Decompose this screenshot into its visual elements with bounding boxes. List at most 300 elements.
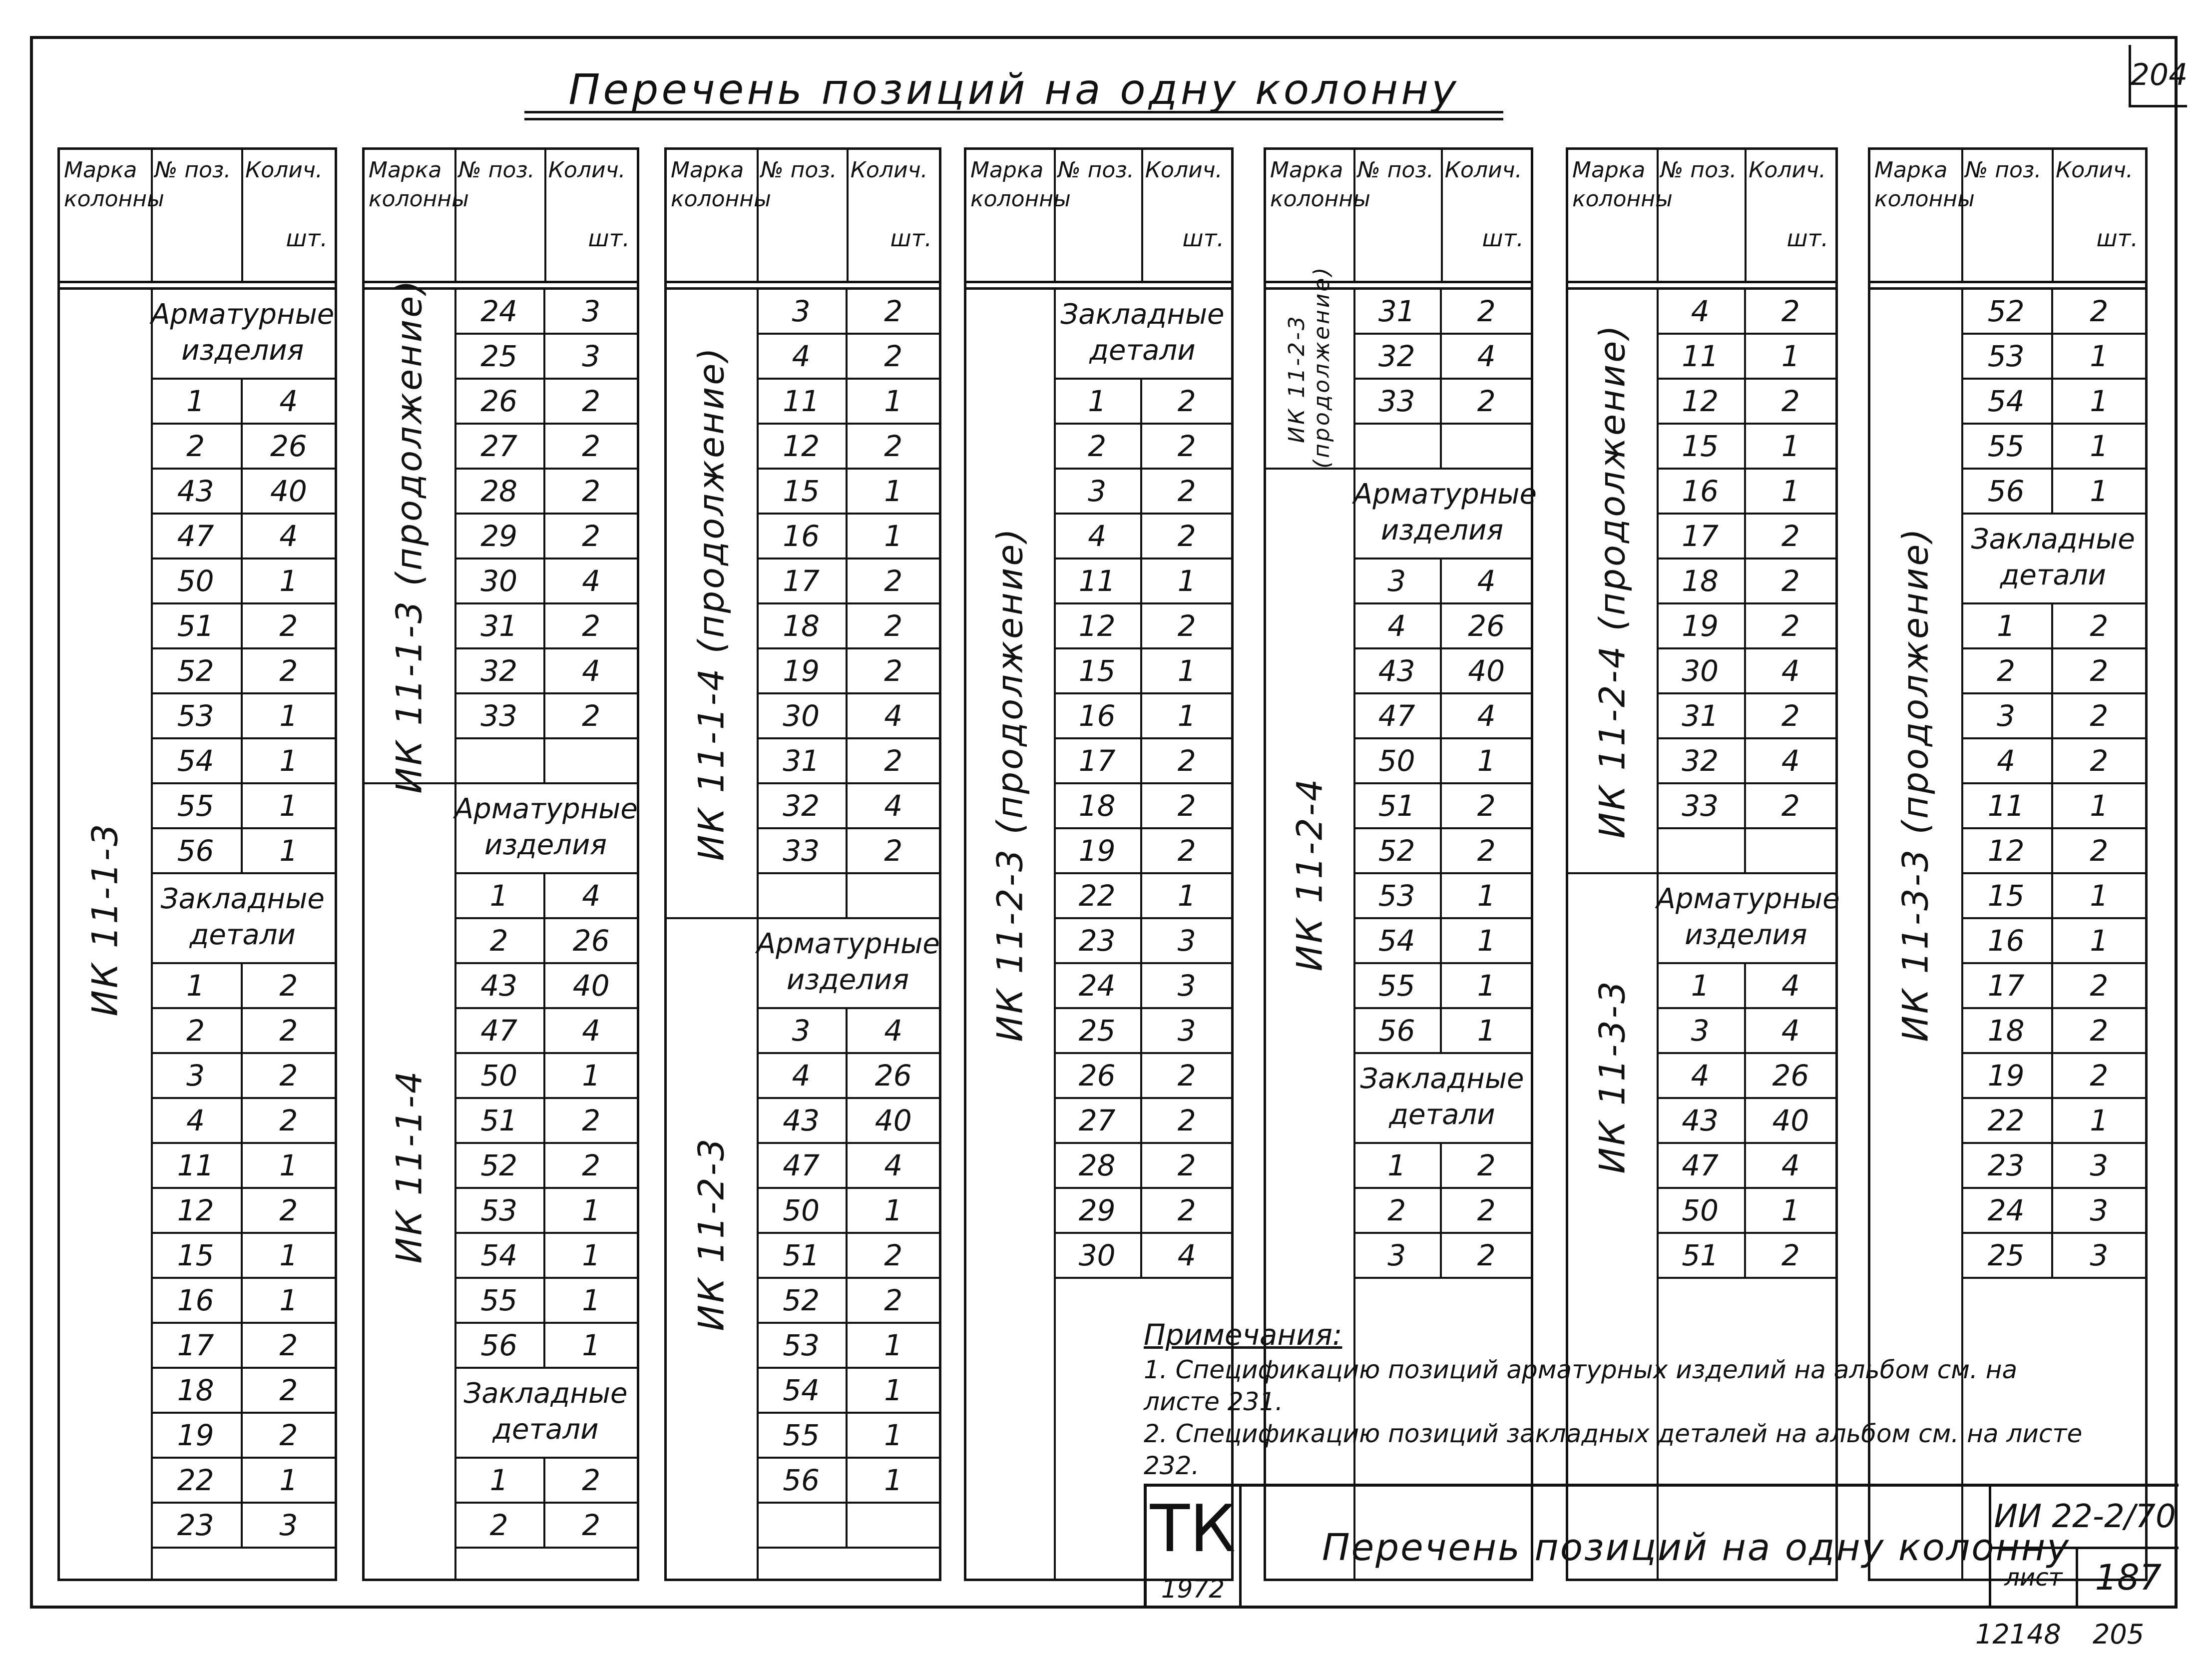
table-row	[1054, 559, 1231, 604]
table-row	[1657, 1009, 1835, 1054]
position-number: 43	[1657, 1099, 1746, 1142]
table-row	[757, 1504, 939, 1549]
table-row	[1657, 1054, 1835, 1099]
header-separator	[1568, 281, 1835, 290]
position-number: 15	[1961, 874, 2053, 917]
position-number: 11	[1054, 559, 1143, 602]
table-row	[1961, 380, 2146, 425]
quantity: 1	[884, 1193, 903, 1227]
quantity: 3	[1177, 924, 1196, 958]
position-number: 22	[1961, 1099, 2053, 1142]
header-pos: № поз.	[458, 157, 535, 183]
table-header	[667, 150, 939, 281]
position-number: 16	[1961, 919, 2053, 962]
table-row	[1353, 1144, 1531, 1189]
position-number: 29	[1054, 1189, 1143, 1232]
table-row	[1353, 559, 1531, 604]
quantity: 1	[884, 519, 903, 553]
table-row	[757, 1189, 939, 1234]
quantity: 26	[270, 429, 307, 463]
table-row	[1054, 739, 1231, 784]
table-row	[454, 964, 637, 1009]
stamp-code: ИИ 22-2/70	[1991, 1487, 2179, 1549]
quantity: 1	[2090, 879, 2109, 913]
quantity: 4	[279, 384, 298, 418]
position-number: 15	[1054, 649, 1143, 692]
quantity: 1	[1477, 744, 1496, 778]
position-number: 11	[151, 1144, 243, 1187]
quantity: 2	[1477, 834, 1496, 868]
quantity: 2	[884, 564, 903, 598]
header-unit: шт.	[890, 225, 932, 252]
group-heading: Арматурные изделия	[1657, 874, 1835, 964]
table-row	[454, 874, 637, 919]
quantity: 4	[884, 1148, 903, 1182]
position-number: 17	[151, 1324, 243, 1367]
quantity: 1	[582, 1238, 601, 1272]
table-row	[757, 829, 939, 874]
header-qty-label: Колич.	[2056, 157, 2133, 183]
quantity: 26	[1772, 1059, 1809, 1093]
quantity: 2	[1477, 1238, 1496, 1272]
position-number: 31	[1353, 290, 1442, 333]
header-qty	[1141, 150, 1231, 281]
table-row	[1961, 604, 2146, 649]
position-number	[1657, 829, 1746, 872]
table-row	[1961, 694, 2146, 739]
quantity: 1	[582, 1328, 601, 1362]
quantity: 2	[582, 1463, 601, 1497]
column-mark	[365, 784, 454, 1549]
position-number: 4	[151, 1099, 243, 1142]
header-qty-label: Колич.	[850, 157, 928, 183]
quantity: 1	[2090, 339, 2109, 373]
header-unit: шт.	[2096, 225, 2138, 252]
table-row	[1657, 470, 1835, 515]
table-row	[757, 1459, 939, 1504]
table-header	[1568, 150, 1835, 281]
table-row	[757, 1414, 939, 1459]
position-number: 11	[1961, 784, 2053, 827]
quantity: 2	[1177, 1148, 1196, 1182]
quantity: 40	[1772, 1104, 1809, 1137]
position-number: 27	[454, 425, 546, 468]
table-row	[1353, 919, 1531, 964]
column-mark-label: ИК 11-2-3 (продолжение)	[989, 527, 1031, 1042]
position-number: 1	[454, 1459, 546, 1502]
quantity: 2	[2090, 1014, 2109, 1048]
quantity: 2	[884, 1283, 903, 1317]
position-number: 50	[1353, 739, 1442, 782]
position-number: 54	[454, 1234, 546, 1277]
quantity: 3	[582, 339, 601, 373]
table-row	[1657, 964, 1835, 1009]
position-number: 2	[151, 1009, 243, 1052]
position-number: 43	[454, 964, 546, 1007]
position-number: 16	[1657, 470, 1746, 513]
position-number: 51	[1353, 784, 1442, 827]
table-row	[757, 1099, 939, 1144]
table-row	[454, 425, 637, 470]
quantity: 4	[884, 699, 903, 733]
table-row	[454, 1234, 637, 1279]
position-number: 43	[1353, 649, 1442, 692]
table-row	[151, 739, 335, 784]
table-row	[151, 380, 335, 425]
table-row	[757, 1279, 939, 1324]
table-row	[454, 1054, 637, 1099]
table-row	[757, 515, 939, 559]
position-number: 3	[151, 1054, 243, 1097]
position-rows	[1353, 290, 1531, 470]
title-underline	[524, 111, 1503, 113]
table-row	[757, 649, 939, 694]
position-number: 3	[1353, 559, 1442, 602]
quantity: 4	[884, 1014, 903, 1048]
position-number: 3	[757, 290, 848, 333]
table-row	[454, 604, 637, 649]
quantity: 2	[582, 429, 601, 463]
table-row	[1353, 739, 1531, 784]
header-pos: № поз.	[1357, 157, 1434, 183]
quantity: 1	[2090, 1104, 2109, 1137]
quantity: 1	[1177, 879, 1196, 913]
position-number: 11	[1657, 335, 1746, 378]
table-row	[757, 1234, 939, 1279]
quantity: 3	[279, 1508, 298, 1542]
position-number: 51	[757, 1234, 848, 1277]
header-mark: Марка колонны	[1270, 157, 1370, 212]
table-row	[151, 1279, 335, 1324]
quantity: 2	[1477, 1193, 1496, 1227]
quantity: 1	[884, 384, 903, 418]
position-number: 43	[151, 470, 243, 513]
position-number: 12	[151, 1189, 243, 1232]
column-mark	[1266, 470, 1353, 1279]
quantity: 1	[279, 789, 298, 823]
group-heading: Закладные детали	[1353, 1054, 1531, 1144]
quantity: 2	[1477, 1148, 1496, 1182]
quantity: 2	[2090, 969, 2109, 1003]
quantity: 4	[582, 1014, 601, 1048]
header-unit: шт.	[1182, 225, 1224, 252]
stamp-sheet-number: 187	[2095, 1557, 2162, 1598]
position-number: 53	[757, 1324, 848, 1367]
column-mark	[1568, 290, 1657, 874]
position-number: 47	[757, 1144, 848, 1187]
table-row	[1353, 874, 1531, 919]
position-rows	[757, 919, 939, 1549]
quantity: 2	[2090, 834, 2109, 868]
header-qty	[2052, 150, 2145, 281]
position-number: 12	[1054, 604, 1143, 647]
position-number: 4	[1657, 1054, 1746, 1097]
position-number: 31	[454, 604, 546, 647]
title-block	[1144, 1484, 2179, 1609]
table-row	[151, 515, 335, 559]
position-number: 32	[757, 784, 848, 827]
position-number: 43	[757, 1099, 848, 1142]
column-mark-label: ИК 11-2-3 (продолжение)	[1284, 265, 1335, 469]
table-row	[454, 1009, 637, 1054]
table-row	[1657, 1189, 1835, 1234]
position-number: 30	[757, 694, 848, 737]
table-row	[757, 470, 939, 515]
column-mark	[667, 919, 757, 1549]
table-row	[151, 694, 335, 739]
table-row	[1657, 380, 1835, 425]
table-row	[1961, 425, 2146, 470]
column-mark-label: ИК 11-3-3 (продолжение)	[1895, 527, 1936, 1042]
table-row	[1657, 739, 1835, 784]
position-number: 52	[757, 1279, 848, 1322]
quantity	[545, 739, 637, 782]
column-mark	[966, 290, 1054, 1279]
table-row	[151, 1054, 335, 1099]
table-row	[1353, 604, 1531, 649]
position-number: 53	[151, 694, 243, 737]
table-row	[454, 559, 637, 604]
header-qty	[544, 150, 637, 281]
notes-heading: Примечания:	[1144, 1318, 1342, 1352]
position-number: 19	[151, 1414, 243, 1457]
position-number: 28	[454, 470, 546, 513]
table-row	[1054, 829, 1231, 874]
quantity: 4	[582, 879, 601, 913]
table-row	[757, 1369, 939, 1414]
table-row	[454, 1099, 637, 1144]
group-heading: Арматурные изделия	[454, 784, 637, 874]
header-separator	[60, 281, 335, 290]
position-number: 2	[1054, 425, 1143, 468]
position-number: 24	[1961, 1189, 2053, 1232]
position-number: 31	[757, 739, 848, 782]
table-row	[757, 874, 939, 919]
group-heading: Арматурные изделия	[1353, 470, 1531, 559]
quantity: 1	[279, 834, 298, 868]
position-rows	[454, 290, 637, 784]
table-row	[757, 1324, 939, 1369]
quantity: 2	[1781, 609, 1800, 643]
position-number: 33	[757, 829, 848, 872]
quantity: 1	[1177, 699, 1196, 733]
quantity: 2	[1781, 699, 1800, 733]
position-number: 56	[454, 1324, 546, 1367]
position-number: 52	[1961, 290, 2053, 333]
table-header	[1266, 150, 1531, 281]
quantity: 2	[2090, 654, 2109, 688]
quantity: 1	[2090, 474, 2109, 508]
stamp-org: ТК	[1150, 1491, 1236, 1567]
header-qty-label: Колич.	[1145, 157, 1223, 183]
title-underline	[524, 118, 1503, 120]
header-unit: шт.	[286, 225, 328, 252]
quantity: 2	[279, 1059, 298, 1093]
quantity: 3	[2090, 1238, 2109, 1272]
table-row	[1054, 380, 1231, 425]
position-number: 26	[454, 380, 546, 423]
column-mark	[60, 290, 151, 1549]
quantity: 2	[279, 609, 298, 643]
table-row	[151, 604, 335, 649]
quantity: 2	[1781, 789, 1800, 823]
quantity: 2	[884, 609, 903, 643]
position-number: 54	[151, 739, 243, 782]
position-number: 2	[151, 425, 243, 468]
quantity: 1	[582, 1193, 601, 1227]
table-row	[1961, 1054, 2146, 1099]
quantity: 4	[1781, 744, 1800, 778]
quantity: 1	[1781, 429, 1800, 463]
table-row	[1961, 1189, 2146, 1234]
table-row	[1054, 515, 1231, 559]
position-number: 1	[1961, 604, 2053, 647]
quantity: 1	[1781, 1193, 1800, 1227]
position-number: 56	[1961, 470, 2053, 513]
table-row	[1353, 1189, 1531, 1234]
position-number: 47	[454, 1009, 546, 1052]
position-rows	[1961, 290, 2146, 1279]
position-number: 50	[151, 559, 243, 602]
footer-sheet-number: 205	[2093, 1619, 2145, 1650]
column-mark-label: ИК 11-2-3	[691, 1136, 732, 1331]
page-title: Перечень позиций на одну колонну	[568, 65, 1459, 114]
table-row	[454, 1189, 637, 1234]
position-number: 25	[1961, 1234, 2053, 1277]
header-unit: шт.	[588, 225, 630, 252]
page-number: 204	[2129, 45, 2187, 107]
position-number: 17	[1961, 964, 2053, 1007]
header-mark: Марка колонны	[970, 157, 1071, 212]
quantity: 2	[582, 519, 601, 553]
position-number: 56	[1353, 1009, 1442, 1052]
quantity: 4	[1781, 969, 1800, 1003]
table-row	[151, 470, 335, 515]
quantity: 1	[2090, 789, 2109, 823]
table-row	[454, 335, 637, 380]
table-row	[757, 559, 939, 604]
table-row	[454, 739, 637, 784]
quantity: 2	[279, 1418, 298, 1452]
position-number: 3	[1054, 470, 1143, 513]
table-row	[1961, 1099, 2146, 1144]
position-number: 15	[151, 1234, 243, 1277]
quantity: 1	[1477, 924, 1496, 958]
quantity: 2	[1781, 1238, 1800, 1272]
header-separator	[1870, 281, 2145, 290]
column-mark-label: ИК 11-2-4 (продолжение)	[1592, 323, 1633, 839]
table-row	[1961, 919, 2146, 964]
table-row	[151, 1369, 335, 1414]
table-row	[757, 1009, 939, 1054]
position-rows	[151, 290, 335, 1549]
table-row	[151, 1144, 335, 1189]
table-row	[757, 290, 939, 335]
position-number: 15	[757, 470, 848, 513]
table-row	[757, 604, 939, 649]
table-row	[454, 290, 637, 335]
table-row	[151, 829, 335, 874]
table-header	[1870, 150, 2145, 281]
quantity: 2	[582, 1508, 601, 1542]
position-number: 2	[1353, 1189, 1442, 1232]
group-heading: Закладные детали	[454, 1369, 637, 1459]
quantity: 1	[884, 1463, 903, 1497]
header-qty-label: Колич.	[1444, 157, 1522, 183]
position-number: 33	[1353, 380, 1442, 423]
column-mark	[1266, 265, 1353, 470]
position-number: 3	[1657, 1009, 1746, 1052]
column-mark	[1870, 290, 1961, 1279]
table-row	[1054, 1009, 1231, 1054]
table-row	[1657, 784, 1835, 829]
position-number: 23	[151, 1504, 243, 1547]
header-mark: Марка колонны	[64, 157, 164, 212]
table-row	[1353, 335, 1531, 380]
quantity: 1	[279, 1148, 298, 1182]
table-row	[1961, 964, 2146, 1009]
quantity: 2	[1177, 1193, 1196, 1227]
header-qty	[1441, 150, 1531, 281]
table-row	[1054, 919, 1231, 964]
position-number: 52	[454, 1144, 546, 1187]
position-number: 12	[757, 425, 848, 468]
position-number	[757, 874, 848, 917]
quantity: 1	[582, 1059, 601, 1093]
position-number: 55	[1961, 425, 2053, 468]
quantity: 2	[2090, 1059, 2109, 1093]
table-row	[1961, 874, 2146, 919]
position-number: 54	[1961, 380, 2053, 423]
header-pos: № поз.	[760, 157, 837, 183]
table-row	[1657, 559, 1835, 604]
quantity: 40	[270, 474, 307, 508]
position-number	[757, 1504, 848, 1547]
stamp-title: Перечень позиций на одну колонну	[1322, 1526, 2071, 1569]
position-number: 23	[1961, 1144, 2053, 1187]
quantity: 2	[582, 1104, 601, 1137]
position-number: 3	[1353, 1234, 1442, 1277]
header-pos: № поз.	[154, 157, 231, 183]
position-number: 4	[1961, 739, 2053, 782]
position-number: 19	[1657, 604, 1746, 647]
quantity: 2	[1177, 834, 1196, 868]
quantity: 1	[1477, 879, 1496, 913]
position-rows	[454, 784, 637, 1549]
quantity: 2	[279, 1104, 298, 1137]
quantity: 2	[2090, 744, 2109, 778]
position-number: 3	[757, 1009, 848, 1052]
quantity: 1	[1177, 654, 1196, 688]
position-number: 18	[1657, 559, 1746, 602]
table-row	[1961, 1009, 2146, 1054]
header-mark: Марка колонны	[1572, 157, 1673, 212]
position-number: 28	[1054, 1144, 1143, 1187]
position-number: 2	[1961, 649, 2053, 692]
table-body	[60, 290, 335, 1579]
table-row	[151, 1099, 335, 1144]
quantity: 3	[2090, 1193, 2109, 1227]
header-pos: № поз.	[1057, 157, 1134, 183]
table-row	[454, 515, 637, 559]
table-row	[1353, 290, 1531, 335]
quantity: 4	[1477, 564, 1496, 598]
position-number: 53	[1961, 335, 2053, 378]
column-mark-label: ИК 11-1-3 (продолжение)	[389, 278, 430, 794]
position-number: 56	[757, 1459, 848, 1502]
position-number: 24	[454, 290, 546, 333]
position-number: 4	[757, 1054, 848, 1097]
